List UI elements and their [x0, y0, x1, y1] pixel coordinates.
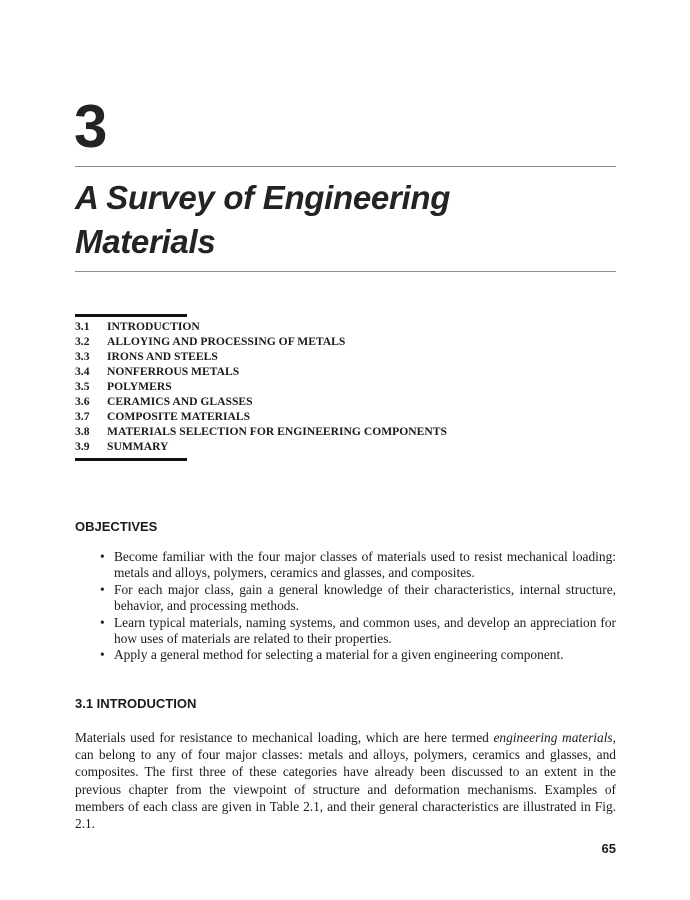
toc-item-number: 3.5 [75, 380, 90, 393]
toc-item-number: 3.2 [75, 335, 90, 348]
bullet-icon: • [100, 581, 105, 597]
chapter-title-line-2: Materials [75, 223, 216, 260]
objective-text: For each major class, gain a general knowledge of their characteristics, internal structure, behavior, and processing methods. [114, 581, 616, 614]
objectives-heading: OBJECTIVES [75, 519, 158, 534]
introduction-heading: 3.1 INTRODUCTION [75, 696, 197, 711]
toc-item-title: MATERIALS SELECTION FOR ENGINEERING COMPONENTS [107, 425, 447, 438]
objective-text: Learn typical materials, naming systems, and common uses, and develop an appreciation for how uses of materials are related to their properties. [114, 614, 616, 647]
objective-text: Apply a general method for selecting a material for a given engineering component. [114, 647, 564, 663]
toc-item [75, 319, 447, 334]
toc-item [75, 394, 447, 409]
toc-item-number: 3.4 [75, 365, 90, 378]
chapter-title [75, 176, 615, 264]
paragraph-text: Materials used for resistance to mechanical loading, which are here termed [75, 730, 494, 745]
objective-item [100, 615, 616, 648]
toc-item-number: 3.1 [75, 320, 90, 333]
page-number: 65 [601, 841, 616, 856]
toc-item-title: CERAMICS AND GLASSES [107, 395, 253, 408]
chapter-number: 3 [74, 93, 107, 160]
toc-item-title: INTRODUCTION [107, 320, 200, 333]
toc-item-title: IRONS AND STEELS [107, 350, 218, 363]
toc-item-title: ALLOYING AND PROCESSING OF METALS [107, 335, 346, 348]
toc-item [75, 409, 447, 424]
toc-item-title: SUMMARY [107, 440, 169, 453]
toc-item-number: 3.6 [75, 395, 90, 408]
toc-item-number: 3.7 [75, 410, 90, 423]
toc-item [75, 349, 447, 364]
chapter-title-line-1: A Survey of Engineering [75, 179, 451, 216]
toc-bottom-bar [75, 458, 187, 461]
toc-item-number: 3.3 [75, 350, 90, 363]
toc-item [75, 439, 447, 454]
paragraph-emphasis: engineering materials [493, 730, 613, 745]
toc-top-bar [75, 314, 187, 317]
objective-item [100, 582, 616, 615]
objective-item [100, 549, 616, 582]
bullet-icon: • [100, 614, 105, 630]
toc-item-number: 3.9 [75, 440, 90, 453]
paragraph-text-continued: , can belong to any of four major classes: metals and alloys, polymers, ceramics and glasses, and composites. The first three of these categories have already been discussed to an extent in the previous chapter from the viewpoint of structure and deformation mechanisms. Examples of members of each class are given in Table 2.1, and their general characteristics are illustrated in Fig. 2.1. [75, 730, 616, 832]
toc-item-title: COMPOSITE MATERIALS [107, 410, 251, 423]
toc-item [75, 379, 447, 394]
bullet-icon: • [100, 549, 105, 564]
title-bottom-rule [75, 271, 616, 272]
toc-item [75, 334, 447, 349]
toc-item-number: 3.8 [75, 425, 90, 438]
objective-text: Become familiar with the four major classes of materials used to resist mechanical loading: metals and alloys, polymers, ceramics and glasses, and composites. [114, 549, 616, 581]
objectives-list [100, 549, 616, 664]
chapter-contents [75, 319, 447, 454]
bullet-icon: • [100, 647, 105, 663]
introduction-paragraph [75, 729, 616, 832]
objective-item [100, 647, 616, 663]
toc-item [75, 364, 447, 379]
toc-item [75, 424, 447, 439]
title-top-rule [75, 166, 616, 167]
toc-item-title: NONFERROUS METALS [107, 365, 240, 378]
toc-item-title: POLYMERS [107, 380, 172, 393]
